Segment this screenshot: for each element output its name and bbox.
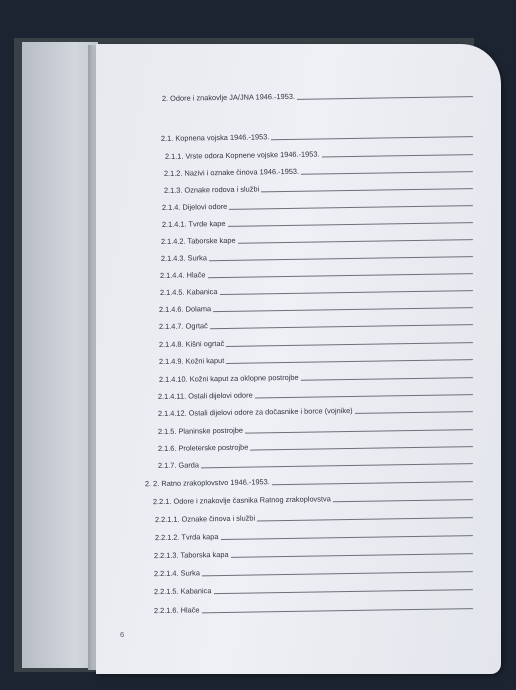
toc-leader-line [245,429,473,434]
toc-leader-line [301,377,473,381]
toc-leader-line [250,446,473,450]
toc-leader-line [202,571,473,576]
toc-leader-line [229,205,473,210]
toc-leader-line [220,535,472,540]
toc-entry [96,87,501,105]
toc-entry [96,526,501,544]
toc-entry-title: 2.1.4.4. Hlače [159,270,206,280]
toc-entry-title: 2. 2. Ratno zrakoplovstvo 1946.-1953. [144,477,270,489]
toc-entry-title: 2.2.1.6. Hlače [153,605,200,616]
toc-entry [96,368,501,386]
toc-entry-title: 2.2.1.5. Kabanica [153,586,212,597]
toc-entry-title: 2.1.4.5. Kabanica [159,287,218,297]
toc-entry-title: 2.1.4.2. Taborske kape [160,235,236,246]
toc-entry [96,544,501,562]
toc-leader-line [257,517,473,521]
toc-entry [96,298,501,316]
toc-leader-line [231,553,473,558]
toc-leader-line [355,411,473,414]
toc-entry-title: 2.2.1.1. Oznake činova i službi [154,513,256,525]
toc-entry-title: 2.1.4.3. Surka [160,253,207,263]
toc-leader-line [213,589,472,594]
toc-entry [96,315,501,333]
toc-leader-line [271,136,473,140]
toc-entry-title: 2.2.1.4. Surka [153,568,200,579]
toc-entry [96,281,501,299]
toc-entry-title: 2. Odore i znakovlje JA/JNA 1946.-1953. [161,91,296,103]
book-page [96,44,501,674]
toc-entry-title: 2.1.1. Vrste odora Kopnene vojske 1946.-1953. [164,149,320,161]
page-number: 6 [120,630,125,639]
toc-entry [96,179,501,197]
toc-entry-title: 2.2.1.2. Tvrda kapa [154,532,219,543]
toc-leader-line [261,188,473,192]
toc-leader-line [202,608,473,613]
toc-leader-line [322,154,473,157]
toc-leader-line [272,481,473,485]
toc-entry [96,127,501,145]
toc-entry-title: 2.1.6. Proleterske postrojbe [157,442,249,454]
toc-leader-line [209,256,473,261]
toc-entry [96,247,501,265]
toc-leader-line [210,324,473,329]
toc-entry-title: 2.1.4.1. Tvrde kape [161,218,226,229]
toc-entry [96,350,501,368]
toc-entry-title: 2.1.7. Garda [157,460,200,471]
toc-entry [96,454,501,472]
toc-entry [96,333,501,351]
toc-entry-title: 2.1.5. Planinske postrojbe [157,425,244,437]
toc-leader-line [238,239,473,244]
toc-entry [96,230,501,248]
toc-entry-title: 2.1. Kopnena vojska 1946.-1953. [160,132,270,143]
toc-entry [96,508,501,526]
toc-entry [96,562,501,580]
toc-leader-line [297,96,473,100]
toc-leader-line [226,342,473,347]
toc-entry [96,385,501,403]
toc-leader-line [333,499,473,502]
toc-entry [96,145,501,163]
toc-entry [96,213,501,231]
toc-entry [96,264,501,282]
toc-entry-title: 2.1.3. Oznake rodova i službi [163,184,260,195]
toc-entry [96,402,501,420]
toc-entry-title: 2.1.4. Dijelovi odore [161,201,228,212]
toc-leader-line [226,359,473,364]
toc-leader-line [301,171,473,175]
toc-entry-title: 2.1.4.6. Dolama [158,304,212,315]
toc-leader-line [208,273,473,278]
toc-entry [96,580,501,598]
toc-entry-title: 2.2.1.3. Taborska kapa [153,549,229,561]
toc-leader-line [227,222,472,227]
toc-entry-title: 2.1.4.8. Kišni ogrtač [158,338,225,350]
toc-entry-title: 2.2.1. Odore i znakovlje časnika Ratnog zrakoplovstva [152,494,331,507]
previous-page-edge [22,42,98,668]
toc-leader-line [219,290,472,295]
toc-entry-title: 2.1.2. Nazivi i oznake činova 1946.-1953. [163,166,300,178]
toc-entry-title: 2.1.4.9. Kožni kaput [158,355,225,367]
toc-entry [96,599,501,617]
toc-entry-title: 2.1.4.11. Ostali dijelovi odore [157,390,253,402]
toc-entry [96,437,501,455]
toc-leader-line [201,463,473,468]
toc-entry [96,196,501,214]
toc-entry [96,472,501,490]
toc-entry-title: 2.1.4.10. Kožni kaput za oklopne postrojbe [158,372,299,385]
toc-entry-title: 2.1.4.7. Ogrtač [158,321,208,332]
toc-entry [96,420,501,438]
toc-entry [96,162,501,180]
toc-entry [96,490,501,508]
toc-entry-title: 2.1.4.12. Ostali dijelovi odore za dočasnike i borce (vojnike) [157,405,353,419]
toc-leader-line [255,394,473,398]
toc-leader-line [213,307,473,312]
